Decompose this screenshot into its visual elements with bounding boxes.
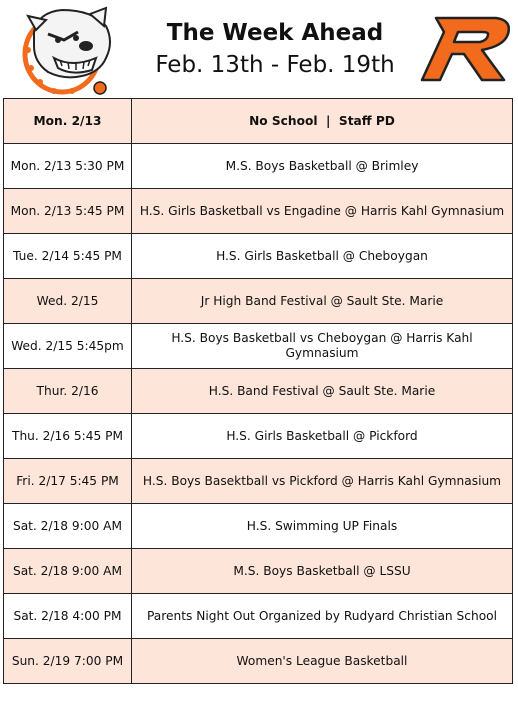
event-description: H.S. Girls Basketball vs Engadine @ Harris Kahl Gymnasium: [132, 189, 513, 234]
event-date: Wed. 2/15: [4, 279, 132, 324]
schedule-row: [4, 234, 513, 279]
event-description: M.S. Boys Basketball @ LSSU: [132, 549, 513, 594]
event-description: H.S. Boys Basketball vs Cheboygan @ Harris Kahl Gymnasium: [132, 324, 513, 369]
event-date: Wed. 2/15 5:45pm: [4, 324, 132, 369]
event-date: Mon. 2/13: [4, 99, 132, 144]
r-logo-icon: [418, 12, 514, 84]
schedule-row: [4, 279, 513, 324]
event-date: Thur. 2/16: [4, 369, 132, 414]
event-description: H.S. Girls Basketball @ Cheboygan: [132, 234, 513, 279]
event-description: M.S. Boys Basketball @ Brimley: [132, 144, 513, 189]
schedule-row: [4, 99, 513, 144]
event-description: H.S. Girls Basketball @ Pickford: [132, 414, 513, 459]
event-description: Women's League Basketball: [132, 639, 513, 684]
event-date: Sat. 2/18 4:00 PM: [4, 594, 132, 639]
event-description: H.S. Band Festival @ Sault Ste. Marie: [132, 369, 513, 414]
schedule-row: [4, 594, 513, 639]
event-description: Parents Night Out Organized by Rudyard Christian School: [132, 594, 513, 639]
schedule-row: [4, 459, 513, 504]
event-description: H.S. Boys Basektball vs Pickford @ Harris Kahl Gymnasium: [132, 459, 513, 504]
event-description: H.S. Swimming UP Finals: [132, 504, 513, 549]
schedule-row: [4, 189, 513, 234]
header: [0, 0, 518, 97]
event-description: Jr High Band Festival @ Sault Ste. Marie: [132, 279, 513, 324]
event-date: Fri. 2/17 5:45 PM: [4, 459, 132, 504]
schedule-table: [3, 98, 513, 684]
event-date: Tue. 2/14 5:45 PM: [4, 234, 132, 279]
event-date: Thu. 2/16 5:45 PM: [4, 414, 132, 459]
event-date: Mon. 2/13 5:30 PM: [4, 144, 132, 189]
schedule-row: [4, 639, 513, 684]
event-date: Sat. 2/18 9:00 AM: [4, 504, 132, 549]
event-date: Sat. 2/18 9:00 AM: [4, 549, 132, 594]
event-date: Sun. 2/19 7:00 PM: [4, 639, 132, 684]
date-range-subtitle: Feb. 13th - Feb. 19th: [155, 52, 395, 78]
bulldog-mascot-logo: [20, 2, 118, 96]
schedule-row: [4, 504, 513, 549]
event-date: Mon. 2/13 5:45 PM: [4, 189, 132, 234]
event-description: No School | Staff PD: [132, 99, 513, 144]
schedule-row: [4, 144, 513, 189]
schedule-row: [4, 324, 513, 369]
schedule-row: [4, 414, 513, 459]
page-title: The Week Ahead: [166, 20, 384, 46]
schedule-row: [4, 549, 513, 594]
schedule-row: [4, 369, 513, 414]
